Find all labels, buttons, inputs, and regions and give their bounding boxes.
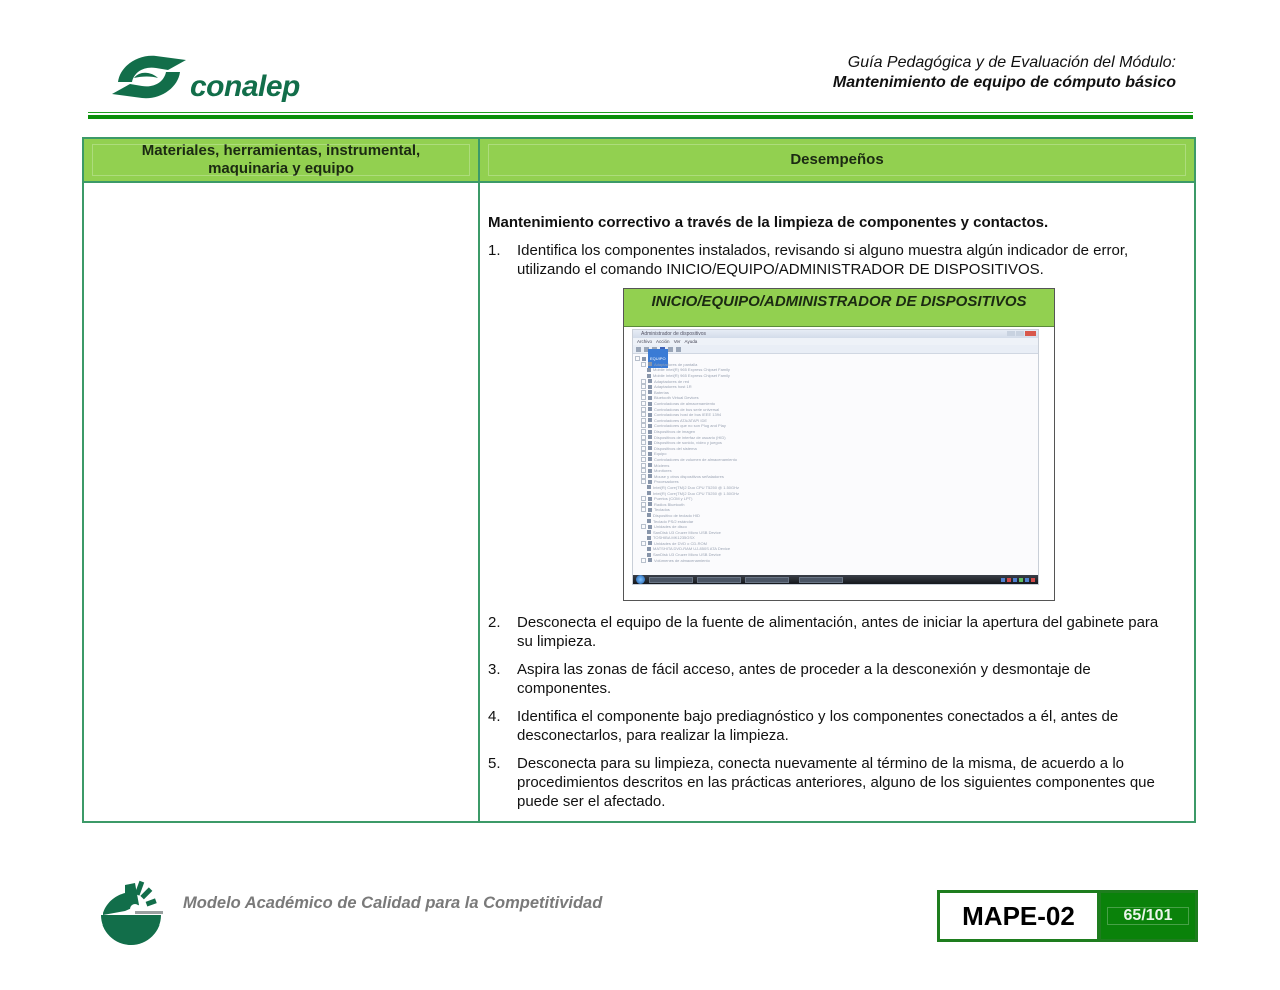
- expand-icon: [641, 507, 646, 512]
- expand-icon: [641, 496, 646, 501]
- taskbar-button: [649, 577, 693, 583]
- device-tree-label: Puertos (COM y LPT): [654, 496, 693, 502]
- screenshot-taskbar: [633, 575, 1038, 584]
- screenshot-menubar: Archivo Acción Ver Ayuda: [633, 338, 1038, 345]
- expand-icon: [641, 384, 646, 389]
- device-tree-label: Mouse y otros dispositivos señaladores: [654, 473, 724, 479]
- list-item: [488, 660, 1178, 698]
- device-tree-label: Mobile Intel(R) 965 Express Chipset Family: [653, 373, 730, 379]
- device-tree-label: SanDisk U3 Cruzer Micro USB Device: [653, 552, 721, 558]
- device-tree-label: Controladores que no son Plug and Play: [654, 423, 726, 429]
- taskbar-button: [697, 577, 741, 583]
- device-icon: [648, 474, 652, 478]
- device-icon: [648, 469, 652, 473]
- device-tree-label: EQUIPO: [648, 349, 668, 368]
- device-icon: [642, 357, 646, 361]
- back-icon: [636, 347, 641, 352]
- view-icon: [668, 347, 673, 352]
- device-icon: [647, 553, 651, 557]
- expand-icon: [641, 451, 646, 456]
- device-tree-label: SanDisk U3 Cruzer Micro USB Device: [653, 529, 721, 535]
- list-item-number: 5.: [488, 755, 501, 772]
- page-number-box: [1098, 890, 1198, 942]
- device-icon: [648, 441, 652, 445]
- device-icon: [647, 368, 651, 372]
- maximize-icon: [1016, 331, 1024, 336]
- device-icon: [648, 502, 652, 506]
- device-tree-label: Dispositivos de imagen: [654, 429, 696, 435]
- logo-wordmark: conalep: [190, 70, 300, 103]
- column-divider: [478, 183, 480, 821]
- close-icon: [1025, 331, 1036, 336]
- device-tree: [633, 354, 1038, 563]
- expand-icon: [641, 541, 646, 546]
- refresh-icon: [676, 347, 681, 352]
- device-tree-label: Teclado PS/2 estándar: [653, 518, 694, 524]
- expand-icon: [641, 418, 646, 423]
- column-header-materials: [84, 139, 480, 183]
- screenshot-toolbar: [633, 345, 1038, 354]
- column-header-performance: [480, 139, 1194, 183]
- list-item: [488, 241, 1178, 279]
- list-item-number: 4.: [488, 708, 501, 725]
- expand-icon: [641, 401, 646, 406]
- device-tree-label: Adaptadores de red: [654, 378, 690, 384]
- device-tree-label: Volúmenes de almacenamiento: [654, 557, 710, 563]
- list-item-text: Desconecta para su limpieza, conecta nuevamente al término de la misma, de acuerdo a lo procedimientos descritos en las prácticas anteriores, alguno de los siguientes componentes que puede ser el afectado.: [517, 755, 1155, 810]
- device-tree-label: Unidades de disco: [654, 524, 687, 530]
- device-icon: [648, 396, 652, 400]
- list-item: [488, 754, 1178, 811]
- device-tree-label: Procesadores: [654, 479, 679, 485]
- list-item: [488, 613, 1178, 651]
- device-tree-label: Radios Bluetooth: [654, 501, 685, 507]
- list-item-number: 3.: [488, 661, 501, 678]
- device-tree-label: Controladoras de bus serie universal: [654, 406, 720, 412]
- device-icon: [648, 558, 652, 562]
- expand-icon: [641, 446, 646, 451]
- device-icon: [648, 446, 652, 450]
- column-header-materials-label: Materiales, herramientas, instrumental, maquinaria y equipo: [141, 142, 421, 177]
- expand-icon: [641, 468, 646, 473]
- device-tree-label: Controladores ATA/ATAPI IDE: [654, 417, 708, 423]
- expand-icon: [641, 463, 646, 468]
- device-tree-label: Intel(R) Core(TM)2 Duo CPU T5250 @ 1.50GHz: [653, 484, 740, 490]
- device-icon: [648, 385, 652, 389]
- device-icon: [648, 452, 652, 456]
- tray-icon: [1031, 578, 1035, 582]
- expand-icon: [641, 474, 646, 479]
- document-code: MAPE-02: [937, 890, 1100, 942]
- device-icon: [647, 485, 651, 489]
- taskbar-button: [745, 577, 789, 583]
- expand-icon: [641, 407, 646, 412]
- document-title: [833, 53, 1176, 93]
- screenshot-titlebar: [633, 330, 1038, 338]
- expand-icon: [641, 423, 646, 428]
- device-icon: [648, 497, 652, 501]
- performance-cell: [488, 213, 1178, 820]
- device-tree-label: Dispositivos del sistema: [654, 445, 697, 451]
- device-icon: [648, 379, 652, 383]
- device-icon: [647, 530, 651, 534]
- device-tree-label: Controladoras host de bus IEEE 1394: [654, 412, 722, 418]
- device-icon: [648, 480, 652, 484]
- column-header-performance-label: Desempeños: [790, 151, 884, 168]
- device-manager-figure: [623, 288, 1055, 601]
- window-controls: [1007, 331, 1036, 336]
- device-tree-label: MATSHITA DVD-RAM UJ-850S ATA Device: [653, 546, 731, 552]
- device-tree-node: [635, 557, 1038, 563]
- screenshot-window-title: Administrador de dispositivos: [641, 331, 707, 337]
- device-tree-label: Controladores de volumen de almacenamiento: [654, 456, 737, 462]
- device-tree-label: Módems: [654, 462, 670, 468]
- device-tree-label: Adaptadores host 1R: [654, 384, 692, 390]
- figure-caption: INICIO/EQUIPO/ADMINISTRADOR DE DISPOSITIVOS: [624, 289, 1054, 327]
- tray-icon: [1007, 578, 1011, 582]
- device-icon: [647, 374, 651, 378]
- conalep-emblem-icon: [112, 52, 186, 102]
- device-tree-label: Dispositivos de interfaz de usuario (HID): [654, 434, 726, 440]
- expand-icon: [641, 379, 646, 384]
- device-tree-label: Dispositivo de teclado HID: [653, 512, 700, 518]
- device-icon: [647, 547, 651, 551]
- device-icon: [648, 413, 652, 417]
- modelo-academico-seal-icon: [95, 875, 167, 947]
- device-tree-label: Monitores: [654, 468, 672, 474]
- list-item-text: Identifica el componente bajo prediagnóstico y los componentes conectados a él, antes de desconectarlos, para realizar la limpieza.: [517, 708, 1119, 744]
- device-tree-label: Mobile Intel(R) 965 Express Chipset Family: [653, 367, 730, 373]
- device-icon: [648, 418, 652, 422]
- expand-icon: [641, 429, 646, 434]
- expand-icon: [641, 412, 646, 417]
- page-number: 65/101: [1123, 907, 1173, 924]
- section-title: Mantenimiento correctivo a través de la limpieza de componentes y contactos.: [488, 214, 1049, 231]
- device-icon: [647, 513, 651, 517]
- header-rule-thin: [88, 112, 1193, 113]
- minimize-icon: [1007, 331, 1015, 336]
- device-icon: [647, 491, 651, 495]
- device-tree-label: Dispositivos de sonido, vídeo y juegos: [654, 440, 722, 446]
- list-item-text: Identifica los componentes instalados, revisando si alguno muestra algún indicador de error, utilizando el comando INICIO/EQUIPO/ADMINISTRADOR DE DISPOSITIVOS.: [517, 242, 1129, 278]
- device-icon: [648, 424, 652, 428]
- list-item-number: 1.: [488, 242, 501, 259]
- tray-icon: [1019, 578, 1023, 582]
- device-icon: [648, 407, 652, 411]
- system-tray: [1001, 578, 1038, 582]
- device-icon: [648, 541, 652, 545]
- expand-icon: [641, 435, 646, 440]
- device-icon: [647, 519, 651, 523]
- start-orb-icon: [636, 575, 645, 584]
- device-icon: [648, 508, 652, 512]
- device-tree-label: Intel(R) Core(TM)2 Duo CPU T5250 @ 1.50GHz: [653, 490, 740, 496]
- document-title-line2: Mantenimiento de equipo de cómputo básico: [832, 74, 1176, 91]
- device-icon: [647, 536, 651, 540]
- expand-icon: [641, 502, 646, 507]
- tray-icon: [1025, 578, 1029, 582]
- expand-icon: [641, 558, 646, 563]
- list-item-text: Desconecta el equipo de la fuente de alimentación, antes de iniciar la apertura del gabinete para su limpieza.: [517, 614, 1159, 650]
- list-item-text: Aspira las zonas de fácil acceso, antes de proceder a la desconexión y desmontaje de componentes.: [517, 661, 1091, 697]
- expand-icon: [635, 356, 640, 361]
- device-icon: [648, 402, 652, 406]
- expand-icon: [641, 479, 646, 484]
- conalep-logo: [112, 50, 312, 106]
- device-tree-label: Unidades de DVD o CD-ROM: [654, 540, 707, 546]
- device-icon: [648, 463, 652, 467]
- device-tree-label: Adaptadores de pantalla: [654, 361, 698, 367]
- device-icon: [648, 435, 652, 439]
- taskbar-button: [799, 577, 843, 583]
- device-icon: [648, 390, 652, 394]
- expand-icon: [641, 395, 646, 400]
- device-tree-label: Baterías: [654, 389, 669, 395]
- device-icon: [648, 525, 652, 529]
- expand-icon: [641, 440, 646, 445]
- device-icon: [648, 430, 652, 434]
- expand-icon: [641, 524, 646, 529]
- expand-icon: [641, 362, 646, 367]
- device-tree-label: Bluetooth Virtual Devices: [654, 395, 699, 401]
- footer-slogan: Modelo Académico de Calidad para la Competitividad: [183, 894, 603, 912]
- device-icon: [648, 457, 652, 461]
- document-title-line1: Guía Pedagógica y de Evaluación del Módulo:: [847, 54, 1176, 71]
- device-tree-label: Controladoras de almacenamiento: [654, 401, 716, 407]
- header-rule-thick: [88, 115, 1193, 119]
- device-icon: [648, 362, 652, 366]
- list-item: [488, 707, 1178, 745]
- device-tree-label: TOSHIBA MK1235GSX: [653, 535, 695, 541]
- device-tree-label: Teclados: [654, 507, 670, 513]
- device-manager-screenshot: [632, 329, 1039, 585]
- performance-table: [82, 137, 1196, 823]
- list-item-number: 2.: [488, 614, 501, 631]
- tray-icon: [1001, 578, 1005, 582]
- expand-icon: [641, 390, 646, 395]
- tray-icon: [1013, 578, 1017, 582]
- expand-icon: [641, 457, 646, 462]
- device-tree-label: Equipo: [654, 451, 667, 457]
